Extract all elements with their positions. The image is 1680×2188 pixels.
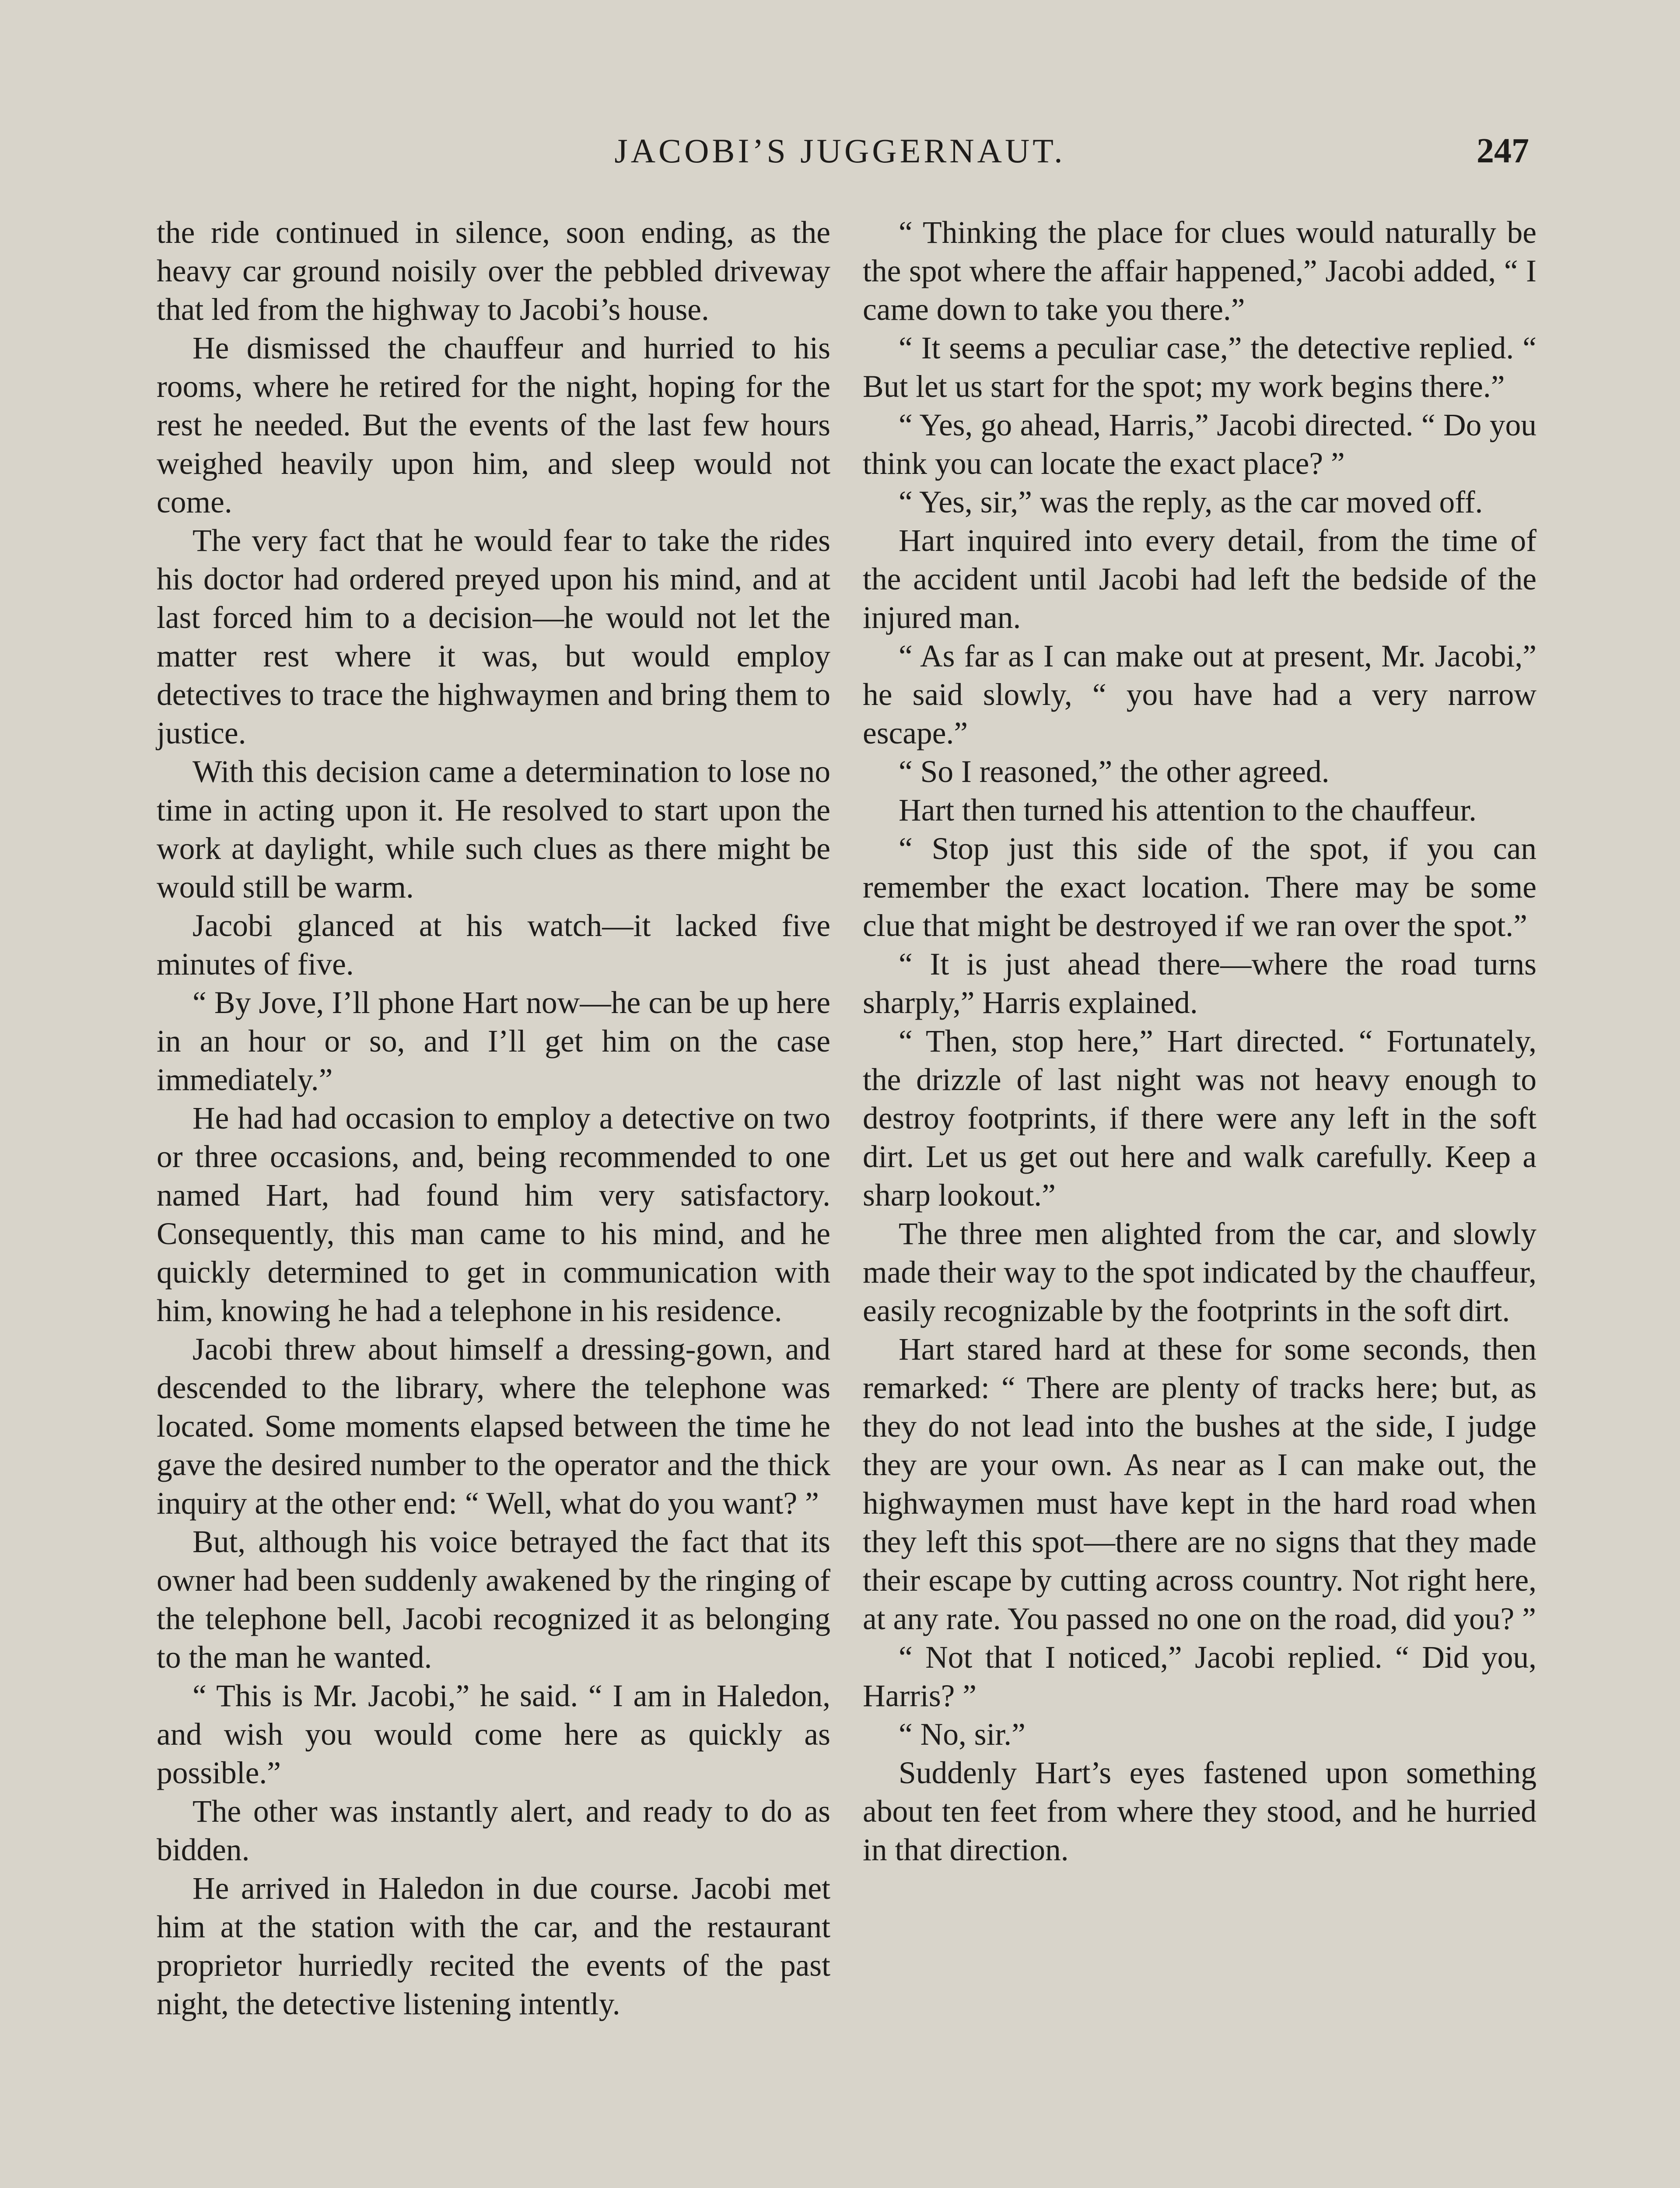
paragraph: Suddenly Hart’s eyes fastened upon something about ten feet from where they stood, and he hurried in that direction.	[863, 1756, 1536, 1867]
paragraph: Jacobi glanced at his watch—it lacked five minutes of five.	[157, 908, 830, 982]
right-column	[863, 214, 1536, 1869]
paragraph: “ Then, stop here,” Hart directed. “ Fortunately, the drizzle of last night was not heavy enough to destroy footprints, if there were any left in the soft dirt. Let us get out here and walk carefully. Keep a sharp lookout.”	[863, 1024, 1536, 1213]
left-column	[157, 214, 830, 2023]
paragraph: He arrived in Haledon in due course. Jacobi met him at the station with the car, and the restaurant proprietor hurriedly recited the events of the past night, the detective listening intently.	[157, 1871, 830, 2021]
paragraph: “ Not that I noticed,” Jacobi replied. “ Did you, Harris? ”	[863, 1640, 1536, 1713]
paragraph: Hart then turned his attention to the chauffeur.	[899, 793, 1477, 828]
page-number: 247	[1477, 132, 1529, 170]
paragraph: “ By Jove, I’ll phone Hart now—he can be up here in an hour or so, and I’ll get him on the case immediately.”	[157, 985, 830, 1097]
page-header	[151, 131, 1529, 184]
paragraph: But, although his voice betrayed the fact that its owner had been suddenly awakened by the ringing of the telephone bell, Jacobi recognized it as belonging to the man he wanted.	[157, 1525, 830, 1675]
paragraph: Jacobi threw about himself a dressing-gown, and descended to the library, where the telephone was located. Some moments elapsed between the time he gave the desired number to the operator and the thick inquiry at the other end: “ Well, what do you want? ”	[157, 1332, 830, 1521]
paragraph: “ It is just ahead there—where the road turns sharply,” Harris explained.	[863, 947, 1536, 1020]
paragraph: Hart stared hard at these for some seconds, then remarked: “ There are plenty of tracks here; but, as they do not lead into the bushes at the side, I judge they are your own. As near as I can make out, the highwaymen must have kept in the hard road when they left this spot—there are no signs that they made their escape by cutting across country. Not right here, at any rate. You passed no one on the road, did you? ”	[863, 1332, 1536, 1636]
paragraph: The other was instantly alert, and ready to do as bidden.	[157, 1794, 830, 1867]
paragraph: “ Yes, go ahead, Harris,” Jacobi directed. “ Do you think you can locate the exact place? ”	[863, 408, 1536, 481]
paragraph: “ As far as I can make out at present, Mr. Jacobi,” he said slowly, “ you have had a very narrow escape.”	[863, 639, 1536, 750]
paragraph: “ Thinking the place for clues would naturally be the spot where the affair happened,” Jacobi added, “ I came down to take you there.”	[863, 215, 1536, 327]
paragraph: “ This is Mr. Jacobi,” he said. “ I am in Haledon, and wish you would come here as quickly as possible.”	[157, 1679, 830, 1790]
paragraph: He dismissed the chauffeur and hurried to his rooms, where he retired for the night, hoping for the rest he needed. But the events of the last few hours weighed heavily upon him, and sleep would not come.	[157, 331, 830, 519]
paragraph: “ No, sir.”	[899, 1717, 1026, 1752]
paragraph: The very fact that he would fear to take the rides his doctor had ordered preyed upon his mind, and at last forced him to a decision—he would not let the matter rest where it was, but would employ detectives to trace the highwaymen and bring them to justice.	[157, 523, 830, 750]
paragraph: He had had occasion to employ a detective on two or three occasions, and, being recommended to one named Hart, had found him very satisfactory. Consequently, this man came to his mind, and he quickly determined to get in communication with him, knowing he had a telephone in his residence.	[157, 1101, 830, 1328]
paragraph: With this decision came a determination to lose no time in acting upon it. He resolved to start upon the work at daylight, while such clues as there might be would still be warm.	[157, 754, 830, 905]
paragraph: “ It seems a peculiar case,” the detective replied. “ But let us start for the spot; my work begins there.”	[863, 331, 1536, 404]
paragraph: “ Yes, sir,” was the reply, as the car moved off.	[899, 485, 1483, 519]
paragraph: “ So I reasoned,” the other agreed.	[899, 754, 1330, 789]
paragraph: “ Stop just this side of the spot, if you can remember the exact location. There may be some clue that might be destroyed if we ran over the spot.”	[863, 831, 1536, 943]
paragraph: the ride continued in silence, soon ending, as the heavy car ground noisily over the pebbled driveway that led from the highway to Jacobi’s house.	[157, 215, 830, 327]
paragraph: The three men alighted from the car, and slowly made their way to the spot indicated by the chauffeur, easily recognizable by the footprints in the soft dirt.	[863, 1217, 1536, 1328]
paragraph: Hart inquired into every detail, from the time of the accident until Jacobi had left the bedside of the injured man.	[863, 523, 1536, 635]
running-head: JACOBI’S JUGGERNAUT.	[614, 132, 1066, 170]
